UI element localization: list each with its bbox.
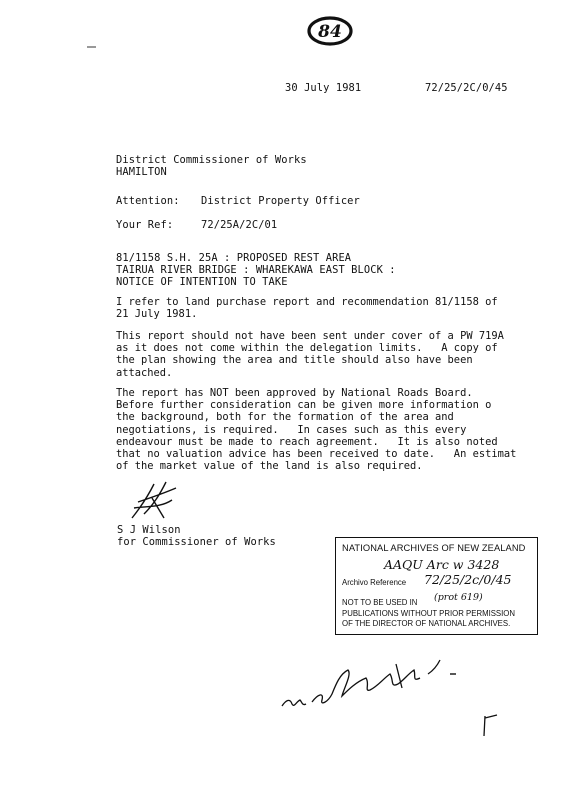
subject-line1: 81/1158 S.H. 25A : PROPOSED REST AREA bbox=[116, 252, 352, 264]
signatory-name: S J Wilson bbox=[117, 524, 181, 536]
folio-circle-icon bbox=[306, 14, 354, 48]
archives-stamp bbox=[335, 537, 538, 635]
addressee-line1: District Commissioner of Works bbox=[116, 154, 307, 166]
signature-scribble bbox=[124, 478, 184, 526]
your-ref-value: 72/25A/2C/01 bbox=[201, 219, 278, 231]
attention-value: District Property Officer bbox=[201, 195, 360, 207]
file-reference: 72/25/2C/0/45 bbox=[425, 82, 508, 94]
subject-line3: NOTICE OF INTENTION TO TAKE bbox=[116, 276, 288, 288]
archives-permission-line: PUBLICATIONS WITHOUT PRIOR PERMISSION bbox=[342, 609, 515, 618]
folio-number-stamp bbox=[306, 14, 354, 48]
archives-handwritten-code: AAQU Arc w 3428 bbox=[384, 557, 500, 572]
archives-director-line: OF THE DIRECTOR OF NATIONAL ARCHIVES. bbox=[342, 619, 511, 628]
corner-mark bbox=[478, 712, 500, 738]
margin-mark bbox=[86, 44, 98, 50]
body-paragraph-2: This report should not have been sent under cover of a PW 719A as it does not come within the delegation limits. A copy of the plan showing the area and title should also have been attached. bbox=[116, 330, 504, 379]
addressee-line2: HAMILTON bbox=[116, 166, 167, 178]
subject-line2: TAIRUA RIVER BRIDGE : WHAREKAWA EAST BLOCK : bbox=[116, 264, 396, 276]
folio-number: 84 bbox=[318, 22, 342, 42]
archives-reference-label: Archivo Reference bbox=[342, 578, 407, 587]
body-paragraph-3: The report has NOT been approved by National Roads Board. Before further consideration can be given more information o the background, both for the formation of the area and negotiations, is required. In cases such as this every endeavour must be made to reach agreement. It is also noted that no valuation advice has been received to date. An estimat of the market value of the land is also required. bbox=[116, 387, 517, 473]
archives-heading: NATIONAL ARCHIVES OF NEW ZEALAND bbox=[342, 543, 526, 553]
archives-not-used-label: NOT TO BE USED IN bbox=[342, 598, 418, 607]
archives-reference-value: 72/25/2c/0/45 bbox=[424, 572, 512, 587]
signatory-title: for Commissioner of Works bbox=[117, 536, 276, 548]
body-paragraph-1: I refer to land purchase report and recommendation 81/1158 of 21 July 1981. bbox=[116, 296, 498, 321]
handwritten-signature bbox=[278, 644, 478, 716]
letter-date: 30 July 1981 bbox=[285, 82, 362, 94]
archives-handwritten-note: (prot 619) bbox=[434, 592, 483, 603]
your-ref-label: Your Ref: bbox=[116, 219, 174, 231]
attention-label: Attention: bbox=[116, 195, 180, 207]
